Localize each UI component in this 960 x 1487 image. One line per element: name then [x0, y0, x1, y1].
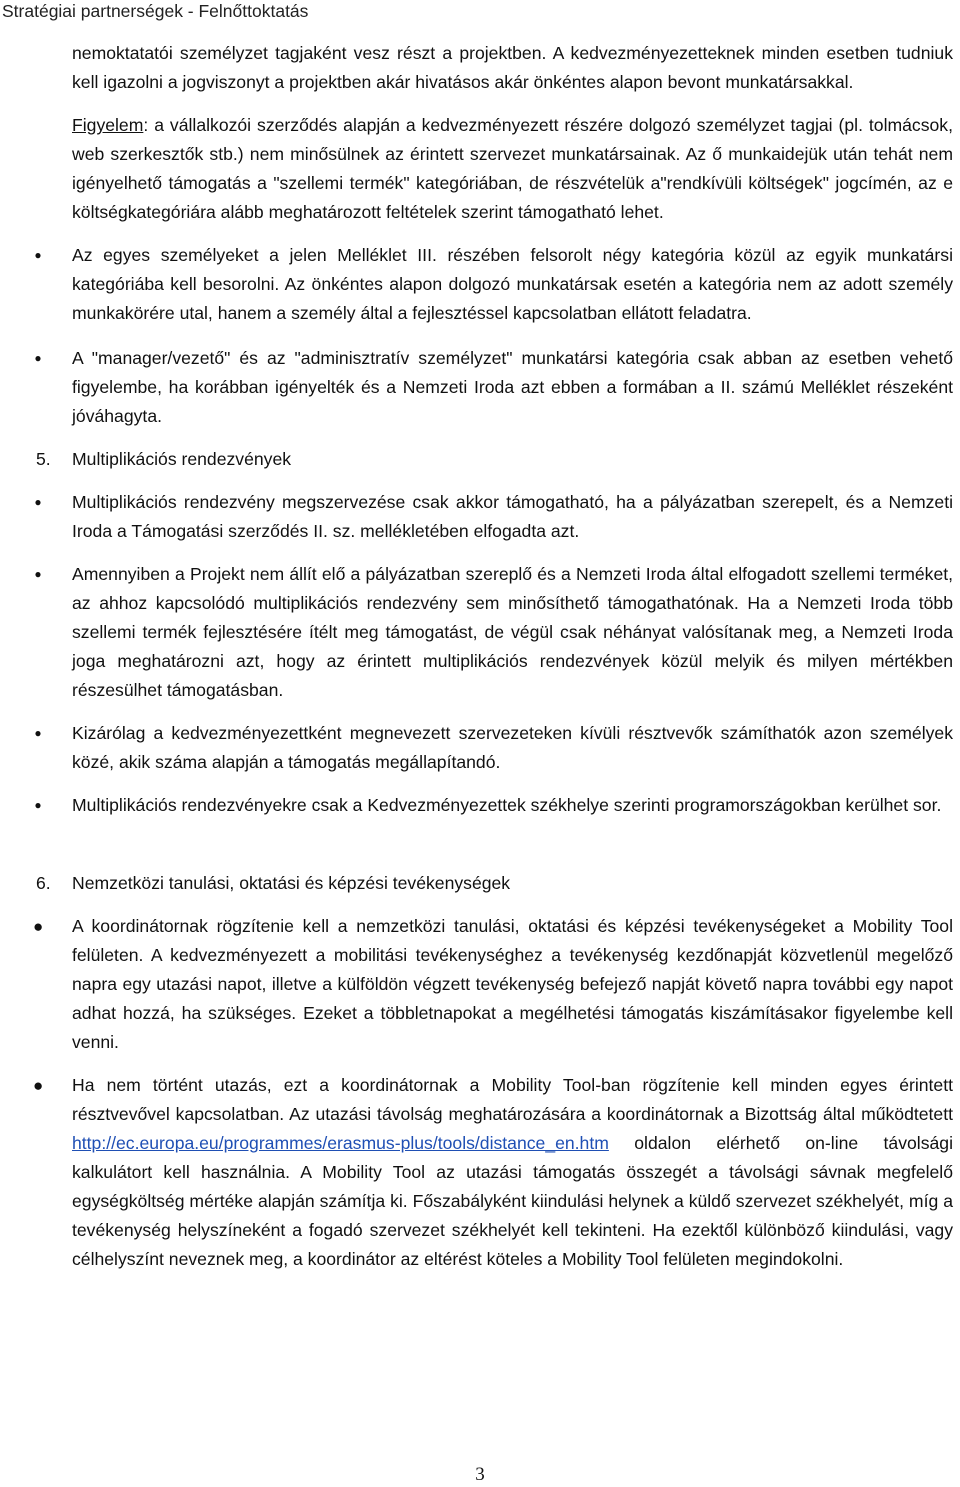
- bullet-icon: ●: [34, 726, 42, 740]
- list-item-text: A koordinátornak rögzítenie kell a nemzetközi tanulási, oktatási és képzési tevékenységeket a Mobility Tool felületen. A kedvezményezett a mobilitási tevékenységhez a tevékenység kezdőnapját közvetlenül megelőző napra egy utazási napot, illetve a külföldön végzett tevékenység befejező napját követő napra további egy napot adhat hozzá, ha szükséges. Ezeket a többletnapokat a megélhetési támogatás kiszámításakor figyelembe kell venni.: [72, 916, 953, 1052]
- bullet-icon: ●: [33, 917, 44, 936]
- bullet-icon: ●: [33, 1076, 44, 1095]
- section-number: 6.: [36, 873, 51, 893]
- list-item-text: Multiplikációs rendezvény megszervezése csak akkor támogatható, ha a pályázatban szerepelt, és a Nemzeti Iroda a Támogatási szerződés II. sz. mellékletében elfogadta azt.: [72, 492, 953, 541]
- page-number: 3: [475, 1464, 485, 1485]
- section-number: 5.: [36, 449, 51, 469]
- bullet-icon: ●: [34, 798, 42, 812]
- bullet-icon: ●: [34, 248, 42, 262]
- note-label: Figyelem: [72, 115, 144, 135]
- section-heading-6: [36, 869, 953, 898]
- bullet-icon: ●: [34, 351, 42, 365]
- running-header: Stratégiai partnerségek - Felnőttoktatás: [2, 1, 309, 21]
- list-item-text: Multiplikációs rendezvényekre csak a Kedvezményezettek székhelye szerinti programországokban kerülhet sor.: [72, 795, 942, 815]
- list-item-text: [72, 1071, 953, 1274]
- list-item: [34, 241, 953, 328]
- section-title: Nemzetközi tanulási, oktatási és képzési tevékenységek: [72, 873, 511, 893]
- list-item: [34, 560, 953, 705]
- text-run: oldalon elérhető on-line távolsági kalkulátort kell használnia. A Mobility Tool az utazási támogatás összegét a távolsági sávnak megfelelő egységköltség mértéke alapján számítja ki. Főszabályként kiindulási helynek a küldő szervezet székhelyét, míg a tevékenység helyszíneként a fogadó szervezet székhelyét kell tekinteni. Ha ezektől különböző kiindulási, vagy célhelyszínt neveznek meg, a koordinátor az eltérést köteles a Mobility Tool felületen megindokolni.: [72, 1133, 953, 1269]
- list-item: [33, 1071, 953, 1274]
- list-item: [34, 719, 953, 777]
- bullet-icon: ●: [34, 495, 42, 509]
- list-item-text: A "manager/vezető" és az "adminisztratív személyzet" munkatársi kategória csak abban az esetben vehető figyelembe, ha korábban igényelték és a Nemzeti Iroda azt ebben a formában a II. számú Melléklet részeként jóváhagyta.: [72, 348, 953, 426]
- list-item-text: Kizárólag a kedvezményezettként megnevezett szervezeteken kívüli résztvevők számíthatók azon személyek közé, akik száma alapján a támogatás megállapítandó.: [72, 723, 953, 772]
- paragraph: nemoktatatói személyzet tagjaként vesz részt a projektben. A kedvezményezetteknek minden esetben tudniuk kell igazolni a jogviszonyt a projektben akár hivatásos akár önkéntes alapon bevont munkatársakkal.: [72, 43, 953, 92]
- text-run: Ha nem történt utazás, ezt a koordinátornak a Mobility Tool-ban rögzítenie kell minden egyes érintett résztvevővel kapcsolatban. Az utazási távolság meghatározására a koordinátornak a Bizottság által működtetett: [72, 1075, 953, 1124]
- list-item-text: Az egyes személyeket a jelen Melléklet III. részében felsorolt négy kategória közül az egyik munkatársi kategóriába kell besorolni. Az önkéntes alapon dolgozó munkatársak esetén a kategória nem az adott személy munkakörére utal, hanem a személy által a fejlesztéssel kapcsolatban ellátott feladatra.: [72, 245, 953, 323]
- note-paragraph: [72, 111, 953, 227]
- list-item: [34, 488, 953, 546]
- bullet-icon: ●: [34, 567, 42, 581]
- section-heading-5: [36, 445, 953, 474]
- list-item: [33, 912, 953, 1057]
- list-item: [34, 344, 953, 431]
- note-text: : a vállalkozói szerződés alapján a kedvezményezett részére dolgozó személyzet tagjai (pl. tolmácsok, web szerkesztők stb.) nem minősülnek az érintett szervezet munkatársainak. Az ő munkaidejük után tehát nem igényelhető támogatás a "szellemi termék" kategóriában, de részvételük a"rendkívüli költségek" jogcímén, az e költségkategóriára alább meghatározott feltételek szerint támogatható lehet.: [72, 115, 953, 222]
- distance-calculator-link[interactable]: http://ec.europa.eu/programmes/erasmus-plus/tools/distance_en.htm: [72, 1133, 609, 1153]
- list-item: [34, 791, 953, 820]
- section-title: Multiplikációs rendezvények: [72, 449, 292, 469]
- document-body: [33, 39, 953, 1274]
- list-item-text: Amennyiben a Projekt nem állít elő a pályázatban szereplő és a Nemzeti Iroda által elfogadott szellemi terméket, az ahhoz kapcsolódó multiplikációs rendezvény sem minősíthető támogathatónak. Ha a Nemzeti Iroda több szellemi termék fejlesztésére ítélt meg támogatást, de végül csak néhányat valósítanak meg, a Nemzeti Iroda joga meghatározni azt, hogy az érintett multiplikációs rendezvények közül melyik és milyen mértékben részesülhet támogatásban.: [72, 564, 953, 700]
